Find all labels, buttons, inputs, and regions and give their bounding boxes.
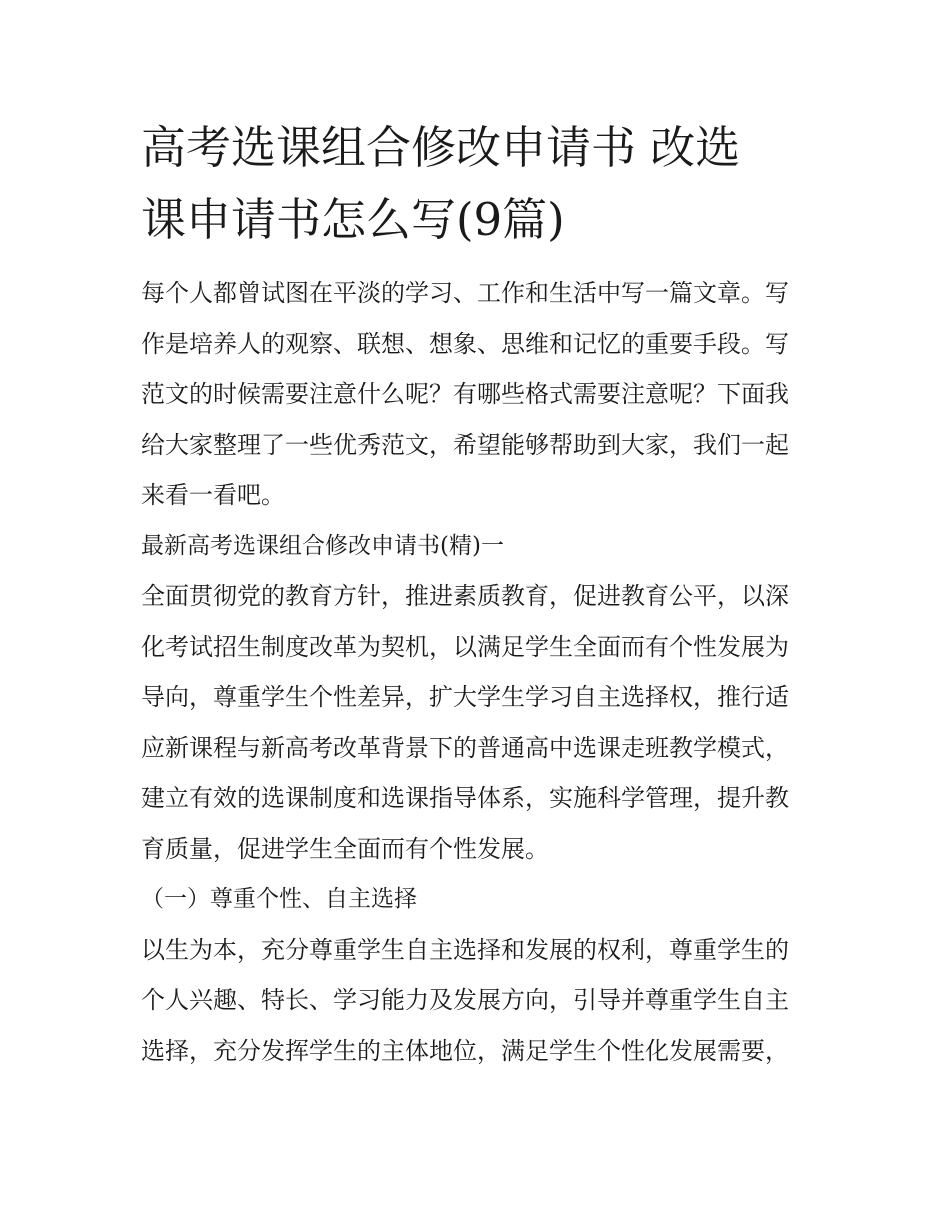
text-line: 以生为本，充分尊重学生自主选择和发展的权利，尊重学生的 (141, 935, 789, 964)
body-paragraph-1 (141, 571, 813, 874)
text-line: 育质量，促进学生全面而有个性发展。 (141, 834, 549, 863)
text-line: 范文的时候需要注意什么呢？有哪些格式需要注意呢？下面我 (141, 380, 789, 408)
intro-paragraph (141, 268, 813, 521)
body-paragraph-2 (141, 925, 813, 1077)
section-heading: 最新高考选课组合修改申请书(精)一 (141, 532, 504, 559)
text-line: 给大家整理了一些优秀范文，希望能够帮助到大家，我们一起 (141, 430, 789, 459)
document-page (141, 112, 813, 1076)
text-line: 作是培养人的观察、联想、想象、思维和记忆的重要手段。写 (141, 329, 789, 358)
title-line: 课申请书怎么写(9篇) (141, 193, 565, 246)
title-line: 高考选课组合修改申请书 改选 (141, 121, 741, 174)
text-line: 来看一看吧。 (141, 481, 285, 509)
text-line: 化考试招生制度改革为契机，以满足学生全面而有个性发展为 (141, 632, 789, 661)
text-line: 应新课程与新高考改革背景下的普通高中选课走班教学模式， (141, 733, 789, 762)
text-line: 每个人都曾试图在平淡的学习、工作和生活中写一篇文章。写 (141, 279, 789, 307)
text-line: 导向，尊重学生个性差异，扩大学生学习自主选择权，推行适 (141, 683, 789, 711)
text-line: 选择，充分发挥学生的主体地位，满足学生个性化发展需要， (141, 1036, 789, 1065)
document-title (141, 112, 813, 256)
subheading: （一）尊重个性、自主选择 (141, 886, 417, 912)
text-line: 建立有效的选课制度和选课指导体系，实施科学管理，提升教 (141, 784, 789, 812)
text-line: 个人兴趣、特长、学习能力及发展方向，引导并尊重学生自主 (141, 986, 789, 1014)
text-line: 全面贯彻党的教育方针，推进素质教育，促进教育公平，以深 (141, 582, 789, 610)
